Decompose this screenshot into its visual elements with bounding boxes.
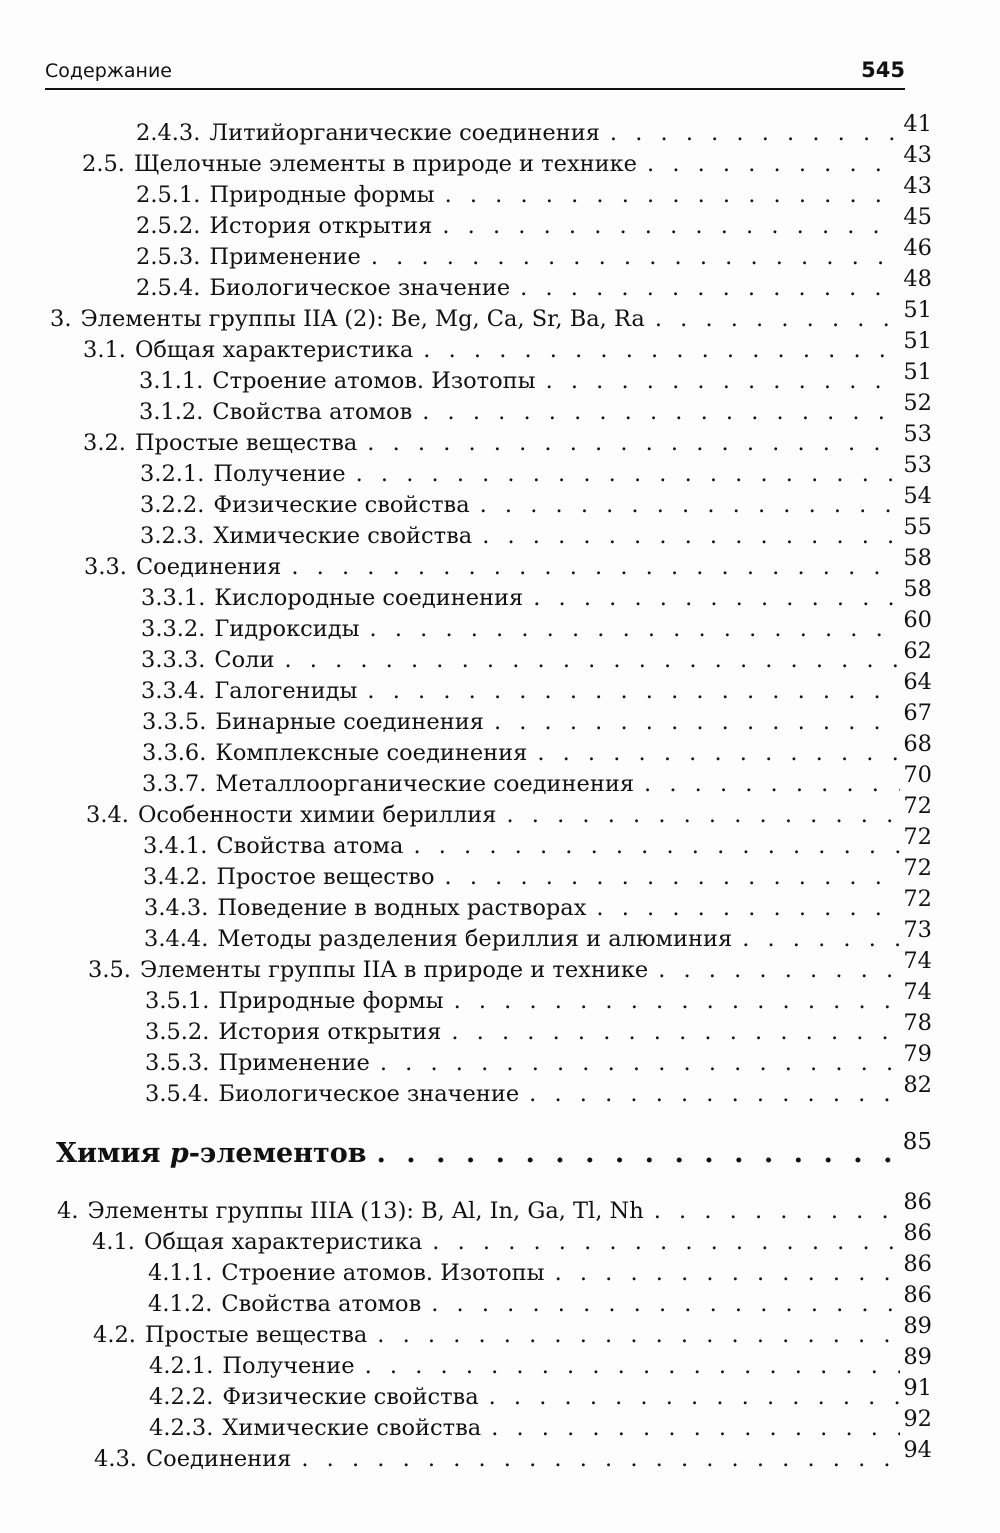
toc-entry-page: 51 [903, 328, 932, 354]
toc-entry[interactable] [149, 1406, 932, 1443]
toc-entry-title: История открытия [218, 1019, 442, 1045]
dot-leader [742, 924, 900, 954]
toc-entry-page: 45 [903, 204, 932, 230]
toc-entry[interactable] [149, 1375, 932, 1412]
toc-entry-page: 73 [903, 917, 932, 943]
dot-leader [491, 1413, 900, 1443]
dot-leader [371, 242, 900, 272]
toc-entry-page: 43 [903, 142, 932, 168]
toc-entry-number: 3.5. [88, 957, 131, 983]
toc-entry-title: Применение [218, 1050, 370, 1076]
toc-entry-number: 4.2.3. [149, 1415, 214, 1441]
toc-entry[interactable] [88, 948, 932, 985]
dot-leader [413, 831, 900, 861]
toc-entry[interactable] [142, 700, 932, 737]
toc-entry-title: Гидроксиды [214, 616, 360, 642]
toc-entry[interactable] [140, 514, 932, 551]
toc-entry-title: Соединения [145, 1446, 292, 1472]
toc-entry-number: 2.5.3. [136, 244, 201, 270]
toc-entry-title: Комплексные соединения [215, 740, 528, 766]
toc-entry-title: Общая характеристика [143, 1229, 423, 1255]
dot-leader [555, 1258, 901, 1288]
toc-entry-number: 3.3.2. [141, 616, 206, 642]
toc-entry-number: 3.1.2. [139, 399, 204, 425]
toc-entry-page: 64 [903, 669, 932, 695]
toc-entry-page: 46 [903, 235, 932, 261]
toc-part-heading[interactable] [56, 1129, 932, 1172]
dot-leader [291, 552, 900, 582]
toc-entry-title: Простые вещества [134, 430, 358, 456]
toc-entry-page: 86 [903, 1189, 932, 1215]
toc-entry-number: 4.1.2. [148, 1291, 213, 1317]
toc-entry-title: Получение [222, 1353, 355, 1379]
toc-entry-number: 3. [50, 306, 72, 332]
toc-entry-title: Строение атомов. Изотопы [212, 368, 536, 394]
toc-entry-page: 51 [903, 359, 932, 385]
toc-entry-number: 3.4. [86, 802, 129, 828]
toc-entry[interactable] [143, 855, 932, 892]
toc-entry-page: 58 [903, 545, 932, 571]
toc-entry-page: 53 [903, 452, 932, 478]
toc-entry-title: История открытия [209, 213, 433, 239]
toc-entry-page: 74 [903, 979, 932, 1005]
dot-leader [377, 1320, 900, 1350]
toc-entry[interactable] [83, 328, 932, 365]
toc-entry-number: 4. [57, 1198, 79, 1224]
dot-leader [301, 1444, 900, 1474]
toc-entry-number: 2.4.3. [136, 120, 201, 146]
toc-entry-number: 3.2. [83, 430, 126, 456]
toc-entry-number: 4.1. [92, 1229, 135, 1255]
dot-leader [370, 614, 901, 644]
toc-entry-number: 3.5.3. [145, 1050, 210, 1076]
toc-entry[interactable] [50, 297, 932, 334]
dot-leader [380, 1048, 900, 1078]
dot-leader [647, 149, 900, 179]
toc-entry[interactable] [145, 1010, 932, 1047]
toc-entry-title: Химические свойства [222, 1415, 482, 1441]
toc-entry[interactable] [136, 235, 932, 272]
toc-entry-page: 67 [903, 700, 932, 726]
toc-entry[interactable] [141, 607, 932, 644]
dot-leader [610, 118, 900, 148]
toc-entry[interactable] [149, 1344, 932, 1381]
toc-entry-title: Физические свойства [213, 492, 470, 518]
toc-entry-page: 86 [903, 1282, 932, 1308]
dot-leader [376, 1136, 899, 1172]
toc-entry-page: 53 [903, 421, 932, 447]
toc-entry-page: 91 [903, 1375, 932, 1401]
toc-entry-title: Свойства атомов [212, 399, 413, 425]
toc-entry-page: 72 [903, 793, 932, 819]
toc-entry-page: 54 [903, 483, 932, 509]
toc-entry[interactable] [145, 979, 932, 1016]
dot-leader [431, 1289, 900, 1319]
toc-entry[interactable] [141, 638, 932, 675]
dot-leader [451, 1017, 900, 1047]
toc-entry-number: 3.3. [84, 554, 127, 580]
dot-leader [655, 304, 901, 334]
toc-part-title: Химия p-элементов [56, 1138, 367, 1169]
toc-entry-page: 51 [903, 297, 932, 323]
toc-entry-number: 4.2.2. [149, 1384, 214, 1410]
toc-entry[interactable] [82, 142, 932, 179]
toc-entry-number: 3.1. [83, 337, 126, 363]
running-head-title: Содержание [45, 60, 172, 82]
dot-leader [546, 366, 901, 396]
toc-entry-title: Химические свойства [213, 523, 473, 549]
toc-entry[interactable] [141, 576, 932, 613]
toc-entry[interactable] [140, 452, 932, 489]
toc-entry-page: 58 [903, 576, 932, 602]
toc-entry-page: 79 [903, 1041, 932, 1067]
dot-leader [533, 583, 900, 613]
toc-entry[interactable] [136, 111, 932, 148]
dot-leader [482, 521, 900, 551]
toc-entry-title: Биологическое значение [218, 1081, 520, 1107]
toc-entry-number: 3.5.2. [145, 1019, 210, 1045]
toc-entry-title: Получение [213, 461, 346, 487]
toc-entry-page: 85 [902, 1129, 932, 1155]
toc-entry-title: Элементы группы IIA в природе и технике [139, 957, 649, 983]
toc-entry-title: Литийорганические соединения [209, 120, 600, 146]
toc-entry-number: 2.5.4. [136, 275, 201, 301]
toc-entry-number: 3.3.5. [142, 709, 207, 735]
dot-leader [445, 862, 901, 892]
toc-entry-page: 89 [903, 1344, 932, 1370]
toc-entry[interactable] [84, 545, 932, 582]
toc-entry-title: Соли [214, 647, 275, 673]
toc-entry[interactable] [136, 204, 932, 241]
toc-entry-number: 3.4.1. [143, 833, 208, 859]
toc-entry-title: Природные формы [218, 988, 444, 1014]
toc-entry-number: 4.1.1. [148, 1260, 213, 1286]
dot-leader [507, 800, 901, 830]
toc-entry-page: 89 [903, 1313, 932, 1339]
dot-leader [365, 1351, 901, 1381]
dot-leader [596, 893, 900, 923]
toc-entry-title: Бинарные соединения [215, 709, 484, 735]
toc-entry-title: Щелочные элементы в природе и технике [133, 151, 638, 177]
toc-entry-title: Галогениды [214, 678, 358, 704]
toc-entry-number: 3.2.3. [140, 523, 205, 549]
toc-entry-page: 48 [903, 266, 932, 292]
dot-leader [367, 428, 900, 458]
dot-leader [520, 273, 900, 303]
toc-entry-title: Элементы группы IIIA (13): B, Al, In, Ga, Tl, Nh [87, 1198, 644, 1224]
toc-entry-title: Применение [209, 244, 361, 270]
dot-leader [644, 769, 900, 799]
toc-entry[interactable] [92, 1220, 932, 1257]
toc-entry-title: Металлоорганические соединения [215, 771, 635, 797]
toc-entry[interactable] [93, 1313, 932, 1350]
toc-entry-title: Методы разделения бериллия и алюминия [217, 926, 733, 952]
toc-entry-page: 41 [903, 111, 932, 137]
toc-entry[interactable] [144, 917, 932, 954]
dot-leader [432, 1227, 900, 1257]
dot-leader [356, 459, 901, 489]
toc-entry[interactable] [57, 1189, 932, 1226]
toc-entry-page: 86 [903, 1251, 932, 1277]
toc-entry[interactable] [86, 793, 932, 830]
toc-entry-page: 60 [903, 607, 932, 633]
toc-entry[interactable] [142, 762, 932, 799]
toc-entry-page: 72 [903, 855, 932, 881]
dot-leader [658, 955, 900, 985]
toc-entry-page: 55 [903, 514, 932, 540]
toc-entry-page: 72 [903, 886, 932, 912]
dot-leader [537, 738, 900, 768]
page-number: 545 [861, 58, 905, 82]
toc-entry-number: 2.5.2. [136, 213, 201, 239]
toc-entry[interactable] [142, 731, 932, 768]
toc-entry-page: 94 [903, 1437, 932, 1463]
dot-leader [480, 490, 901, 520]
toc-entry-page: 78 [903, 1010, 932, 1036]
toc-entry[interactable] [140, 483, 932, 520]
dot-leader [442, 211, 900, 241]
toc-entry-title: Физические свойства [222, 1384, 479, 1410]
toc-entry[interactable] [145, 1072, 932, 1109]
toc-entry-page: 43 [903, 173, 932, 199]
toc-entry[interactable] [136, 266, 932, 303]
toc-entry[interactable] [148, 1282, 932, 1319]
toc-entry-page: 62 [903, 638, 932, 664]
toc-entry-page: 52 [903, 390, 932, 416]
toc-entry[interactable] [141, 669, 932, 706]
toc-entry-number: 3.4.2. [143, 864, 208, 890]
toc-entry-number: 3.1.1. [139, 368, 204, 394]
toc-entry-number: 3.3.7. [142, 771, 207, 797]
toc-entry-page: 68 [903, 731, 932, 757]
dot-leader [494, 707, 900, 737]
toc-entry[interactable] [144, 886, 932, 923]
toc-entry-title: Биологическое значение [209, 275, 511, 301]
toc-entry-title: Простое вещество [216, 864, 435, 890]
toc-entry-title: Соединения [135, 554, 282, 580]
toc-entry-number: 3.4.4. [144, 926, 209, 952]
toc-entry-number: 2.5.1. [136, 182, 201, 208]
toc-entry-page: 72 [903, 824, 932, 850]
toc-entry-title: Свойства атомов [221, 1291, 422, 1317]
toc-entry-number: 3.2.2. [140, 492, 205, 518]
toc-entry-number: 3.5.4. [145, 1081, 210, 1107]
dot-leader [529, 1079, 900, 1109]
toc-entry-number: 2.5. [82, 151, 125, 177]
toc-entry-number: 4.2. [93, 1322, 136, 1348]
toc-entry-title: Свойства атома [216, 833, 404, 859]
toc-entry-page: 92 [903, 1406, 932, 1432]
toc-entry-title: Особенности химии бериллия [137, 802, 497, 828]
toc-entry-number: 3.3.4. [141, 678, 206, 704]
toc-entry-number: 3.3.6. [142, 740, 207, 766]
dot-leader [423, 335, 900, 365]
toc-entry-number: 3.3.3. [141, 647, 206, 673]
toc-entry-title: Простые вещества [144, 1322, 368, 1348]
toc-entry[interactable] [83, 421, 932, 458]
toc-entry[interactable] [143, 824, 932, 861]
toc-entry[interactable] [145, 1041, 932, 1078]
toc-entry-number: 4.2.1. [149, 1353, 214, 1379]
toc-entry-number: 3.4.3. [144, 895, 209, 921]
toc-entry[interactable] [94, 1437, 932, 1474]
dot-leader [284, 645, 900, 675]
toc-entry-title: Кислородные соединения [214, 585, 524, 611]
toc-entry-number: 4.3. [94, 1446, 137, 1472]
dot-leader [454, 986, 901, 1016]
toc-entry-number: 3.2.1. [140, 461, 205, 487]
dot-leader [367, 676, 900, 706]
toc-entry-title: Элементы группы IIA (2): Be, Mg, Ca, Sr, Ba, Ra [80, 306, 645, 332]
toc-entry[interactable] [136, 173, 932, 210]
toc-entry-page: 74 [903, 948, 932, 974]
toc-entry-page: 86 [903, 1220, 932, 1246]
toc-entry-number: 3.5.1. [145, 988, 210, 1014]
dot-leader [422, 397, 900, 427]
toc-entry[interactable] [139, 390, 932, 427]
toc-entry-title: Поведение в водных растворах [217, 895, 587, 921]
dot-leader [445, 180, 901, 210]
toc-entry[interactable] [139, 359, 932, 396]
toc-entry-title: Общая характеристика [134, 337, 414, 363]
toc-entry-page: 70 [903, 762, 932, 788]
dot-leader [489, 1382, 901, 1412]
toc-entry-page: 82 [903, 1072, 932, 1098]
toc-entry-title: Строение атомов. Изотопы [221, 1260, 545, 1286]
toc-entry-number: 3.3.1. [141, 585, 206, 611]
dot-leader [654, 1196, 901, 1226]
toc-entry-title: Природные формы [209, 182, 435, 208]
toc-entry[interactable] [148, 1251, 932, 1288]
